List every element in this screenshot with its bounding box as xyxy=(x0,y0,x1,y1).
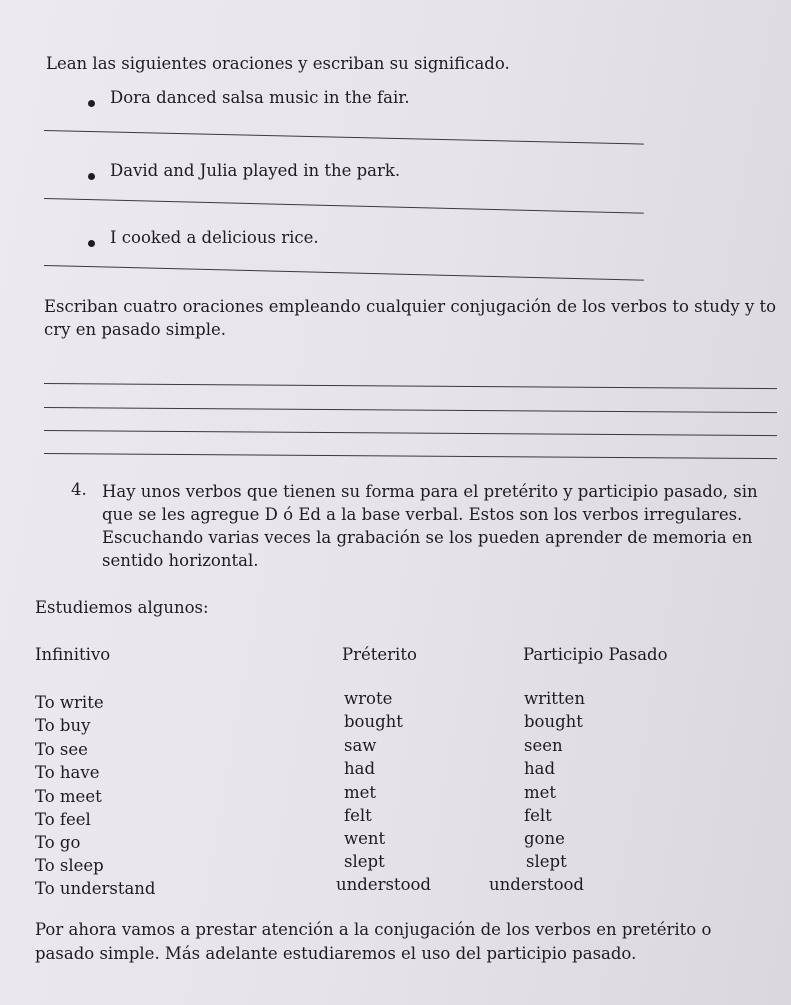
verb-participle: written xyxy=(524,689,585,708)
verb-infinitive: To meet xyxy=(35,787,102,806)
verb-infinitive: To feel xyxy=(35,810,91,829)
verb-infinitive: To sleep xyxy=(35,856,104,875)
verb-participle: understood xyxy=(489,875,584,894)
verb-participle: felt xyxy=(524,806,552,825)
write-line-3[interactable] xyxy=(44,430,777,436)
write-line-2[interactable] xyxy=(44,407,777,413)
sentence-2: David and Julia played in the park. xyxy=(110,161,401,180)
verb-participle: seen xyxy=(524,736,563,755)
verb-participle: gone xyxy=(524,829,565,848)
bullet-1 xyxy=(88,100,95,107)
bullet-3 xyxy=(88,240,95,247)
verb-preterite: met xyxy=(344,783,377,802)
header-infinitivo: Infinitivo xyxy=(35,645,111,664)
write-line-1[interactable] xyxy=(44,383,777,389)
table-intro: Estudiemos algunos: xyxy=(35,598,209,617)
write-line-4[interactable] xyxy=(44,453,777,459)
verb-preterite: had xyxy=(344,759,376,778)
verb-preterite: felt xyxy=(344,806,372,825)
verb-participle: slept xyxy=(526,852,567,871)
verb-infinitive: To write xyxy=(35,693,104,712)
verb-preterite: wrote xyxy=(344,689,393,708)
verb-preterite: slept xyxy=(344,852,385,871)
header-participio: Participio Pasado xyxy=(523,645,668,664)
verb-preterite: bought xyxy=(344,712,403,731)
section-text: Hay unos verbos que tienen su forma para el pretérito y participio pasado, sin que se les agregue D ó Ed a la base verbal. Estos son los verbos irregulares. Escuchando varias veces la grabación se los pueden aprender de memoria en sentido horizontal. xyxy=(102,482,758,570)
verb-participle: met xyxy=(524,783,557,802)
verb-infinitive: To see xyxy=(35,740,88,759)
answer-line-3[interactable] xyxy=(44,265,644,281)
answer-line-2[interactable] xyxy=(44,198,644,214)
bullet-2 xyxy=(88,173,95,180)
instruction-write: Escriban cuatro oraciones empleando cualquier conjugación de los verbos to study y to cry en pasado simple. xyxy=(44,297,777,339)
section-number: 4. xyxy=(71,480,87,499)
verb-infinitive: To have xyxy=(35,763,100,782)
verb-infinitive: To understand xyxy=(35,879,156,898)
closing-text: Por ahora vamos a prestar atención a la conjugación de los verbos en pretérito o pasado simple. Más adelante estudiaremos el uso del participio pasado. xyxy=(35,920,712,963)
verb-preterite: understood xyxy=(336,875,431,894)
verb-infinitive: To go xyxy=(35,833,81,852)
instruction-translate: Lean las siguientes oraciones y escriban su significado. xyxy=(46,54,510,73)
verb-preterite: went xyxy=(344,829,386,848)
sentence-1: Dora danced salsa music in the fair. xyxy=(110,88,410,107)
verb-participle: had xyxy=(524,759,556,778)
verb-participle: bought xyxy=(524,712,583,731)
sentence-3: I cooked a delicious rice. xyxy=(110,228,319,247)
answer-line-1[interactable] xyxy=(44,130,644,145)
verb-infinitive: To buy xyxy=(35,716,91,735)
header-preterito: Préterito xyxy=(342,645,417,664)
verb-preterite: saw xyxy=(344,736,377,755)
